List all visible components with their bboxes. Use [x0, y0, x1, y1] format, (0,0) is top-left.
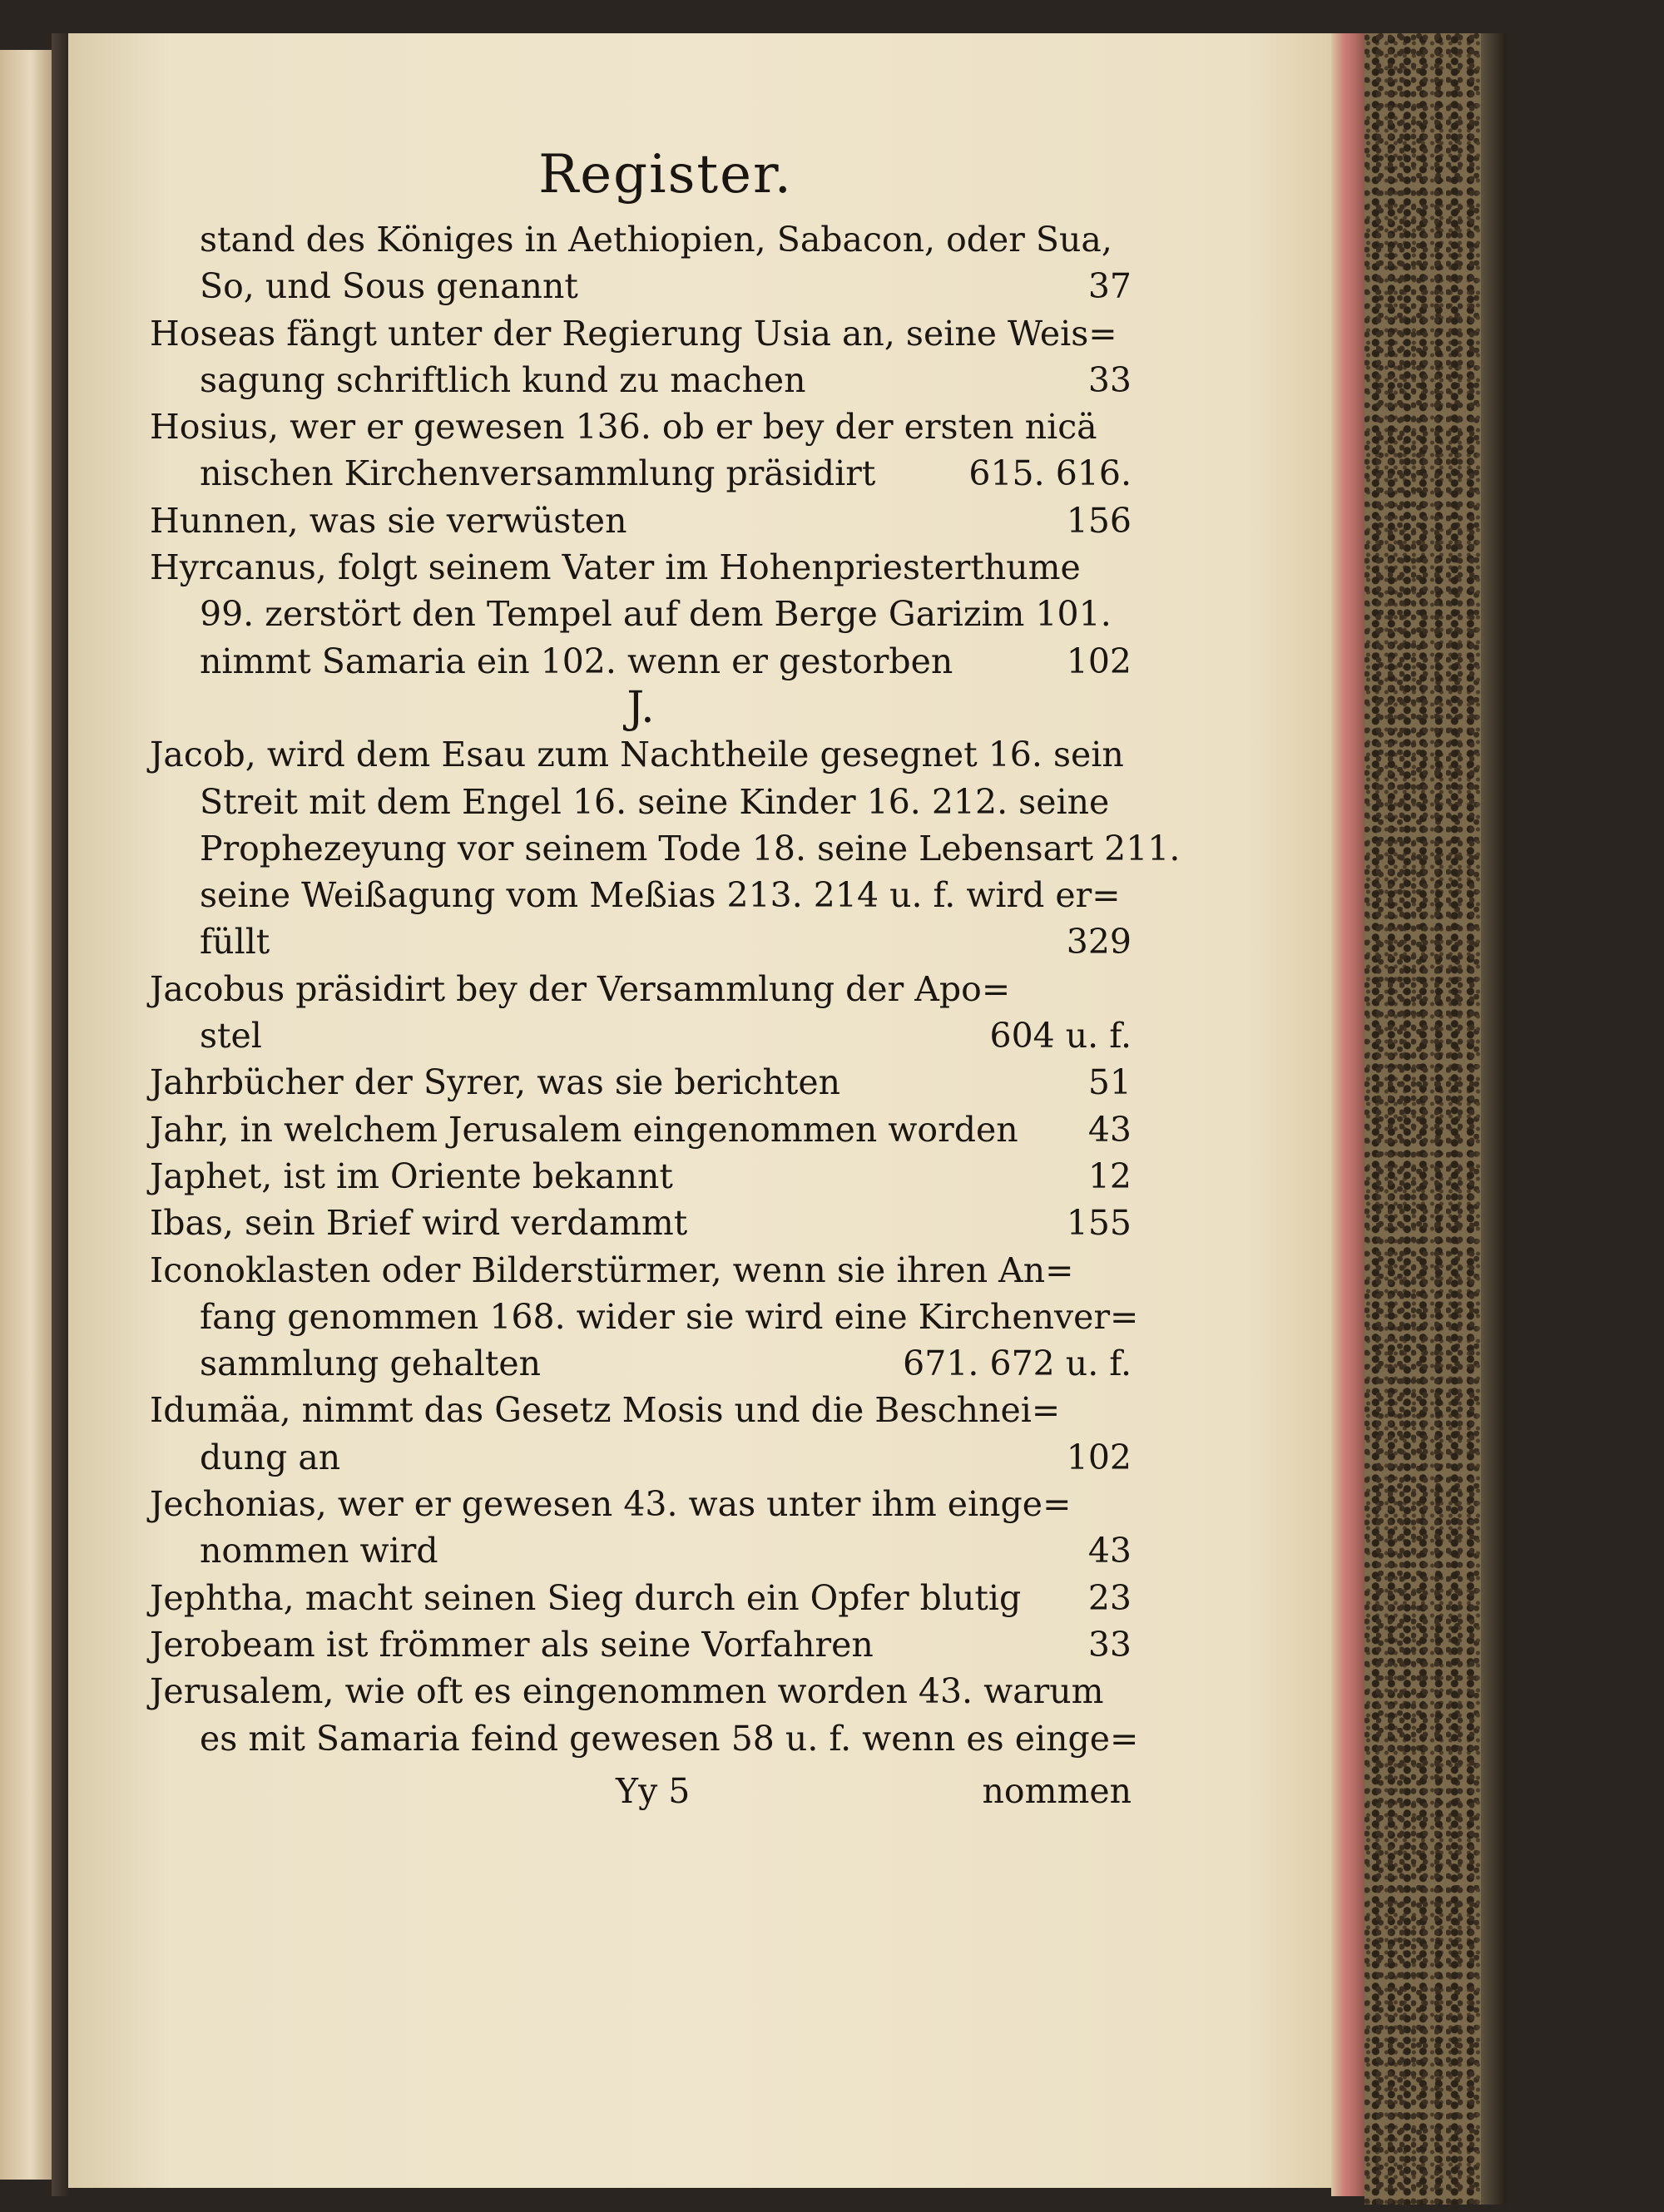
entries-j: [150, 731, 1181, 1762]
index-line: [150, 591, 1132, 637]
index-entry-text: fang genommen 168. wider sie wird eine Kirchenver=: [200, 1296, 1139, 1337]
index-line: [150, 357, 1132, 403]
index-entry-text: nischen Kirchenversammlung präsidirt: [200, 453, 876, 494]
index-line: [150, 1481, 1132, 1527]
index-entry-text: sagung schriftlich kund zu machen: [200, 359, 806, 400]
index-entry-text: So, und Sous genannt: [200, 266, 578, 307]
index-line: [150, 966, 1132, 1012]
index-entry-text: 99. zerstört den Tempel auf dem Berge Garizim 101.: [200, 594, 1112, 635]
index-entry-text: Ibas, sein Brief wird verdammt: [150, 1203, 688, 1244]
page-reference: 33: [1087, 1624, 1132, 1665]
facing-page-edge: [0, 50, 52, 2180]
index-line: [150, 1621, 1132, 1668]
page-reference: 671. 672 u. f.: [903, 1344, 1132, 1384]
index-line: [150, 1715, 1139, 1762]
index-entry-text: Streit mit dem Engel 16. seine Kinder 16. 212. seine: [200, 781, 1110, 822]
index-line: [150, 825, 1181, 872]
index-entry-text: sammlung gehalten: [200, 1344, 542, 1384]
index-line: [150, 1247, 1132, 1294]
page-reference: 51: [1087, 1062, 1132, 1103]
index-entry-text: Japhet, ist im Oriente bekannt: [150, 1155, 673, 1196]
cover-spine-edge: [1481, 33, 1506, 2205]
index-line: [150, 544, 1132, 591]
index-entry-text: Jacob, wird dem Esau zum Nachtheile gesegnet 16. sein: [150, 735, 1124, 775]
index-line: [150, 497, 1132, 544]
index-entry-text: es mit Samaria feind gewesen 58 u. f. wenn es einge=: [200, 1718, 1139, 1759]
index-line: [150, 1387, 1132, 1433]
index-entry-text: Hunnen, was sie verwüsten: [150, 500, 627, 541]
index-entry-text: Iconoklasten oder Bilderstürmer, wenn sie ihren An=: [150, 1250, 1074, 1290]
book-gutter: [52, 33, 68, 2196]
index-line: [150, 216, 1132, 263]
index-entry-text: Jahrbücher der Syrer, was sie berichten: [150, 1062, 841, 1103]
page-reference: 37: [1087, 266, 1132, 307]
catchword: nommen: [982, 1770, 1132, 1811]
page-header: Register.: [538, 144, 793, 205]
signature-mark: Yy 5: [616, 1770, 691, 1811]
page-reference: 23: [1087, 1577, 1132, 1618]
index-entry-text: füllt: [200, 922, 270, 962]
index-entry-text: Jahr, in welchem Jerusalem eingenommen worden: [150, 1109, 1018, 1150]
page-reference: 615. 616.: [968, 453, 1132, 494]
page-reference: 12: [1087, 1155, 1132, 1196]
index-entry-text: Jechonias, wer er gewesen 43. was unter ihm einge=: [150, 1484, 1072, 1525]
index-entry-text: Jephtha, macht seinen Sieg durch ein Opfer blutig: [150, 1577, 1022, 1618]
page-reference: 155: [1066, 1203, 1132, 1244]
index-entry-text: Hyrcanus, folgt seinem Vater im Hohenpriesterthume: [150, 547, 1081, 588]
index-line: [150, 1340, 1132, 1387]
index-line: [150, 310, 1132, 357]
index-line: [150, 779, 1132, 825]
index-line: [150, 1575, 1132, 1621]
marbled-cover: [1364, 33, 1481, 2205]
index-entry-text: stel: [200, 1016, 262, 1057]
index-line: [150, 1106, 1132, 1153]
page-reference: 156: [1066, 500, 1132, 541]
register-text-block: [150, 133, 1181, 1820]
index-line: [150, 872, 1132, 918]
index-entry-text: seine Weißagung vom Meßias 213. 214 u. f. wird er=: [200, 875, 1121, 916]
index-entry-text: nimmt Samaria ein 102. wenn er gestorben: [200, 641, 953, 681]
page-reference: 329: [1066, 922, 1132, 962]
index-line: [150, 1012, 1132, 1059]
index-entry-text: Jerusalem, wie oft es eingenommen worden 43. warum: [150, 1671, 1104, 1712]
index-line: [150, 638, 1132, 685]
page-reference: 102: [1066, 1437, 1132, 1477]
index-line: [150, 263, 1132, 309]
index-entry-text: Jerobeam ist frömmer als seine Vorfahren: [150, 1624, 874, 1665]
page-reference: 43: [1087, 1531, 1132, 1571]
page-reference: 102: [1066, 641, 1132, 681]
index-entry-text: dung an: [200, 1437, 341, 1477]
index-line: [150, 1294, 1139, 1340]
index-entry-text: nommen wird: [200, 1531, 438, 1571]
index-entry-text: Hosius, wer er gewesen 136. ob er bey der ersten nicä: [150, 407, 1097, 448]
page-footer: [150, 1762, 1132, 1820]
index-line: [150, 1200, 1132, 1246]
page-block-edge: [1331, 33, 1364, 2196]
index-line: [150, 1153, 1132, 1200]
index-entry-text: Hoseas fängt unter der Regierung Usia an, seine Weis=: [150, 313, 1117, 354]
page-reference: 33: [1087, 359, 1132, 400]
index-entry-text: Idumäa, nimmt das Gesetz Mosis und die Beschnei=: [150, 1390, 1061, 1431]
index-line: [150, 403, 1132, 450]
section-letter: J.: [626, 682, 655, 733]
index-line: [150, 918, 1132, 965]
index-entry-text: Prophezeyung vor seinem Tode 18. seine Lebensart 211.: [200, 828, 1181, 868]
index-entry-text: stand des Königes in Aethiopien, Sabacon, oder Sua,: [200, 220, 1112, 260]
index-line: [150, 450, 1132, 497]
page-reference: 43: [1087, 1109, 1132, 1150]
page-reference: 604 u. f.: [989, 1016, 1132, 1057]
index-line: [150, 1434, 1132, 1481]
index-line: [150, 1527, 1132, 1574]
index-line: [150, 731, 1132, 778]
entries-h: [150, 216, 1132, 685]
index-entry-text: Jacobus präsidirt bey der Versammlung der Apo=: [150, 968, 1011, 1009]
index-line: [150, 1059, 1132, 1106]
index-line: [150, 1668, 1132, 1715]
